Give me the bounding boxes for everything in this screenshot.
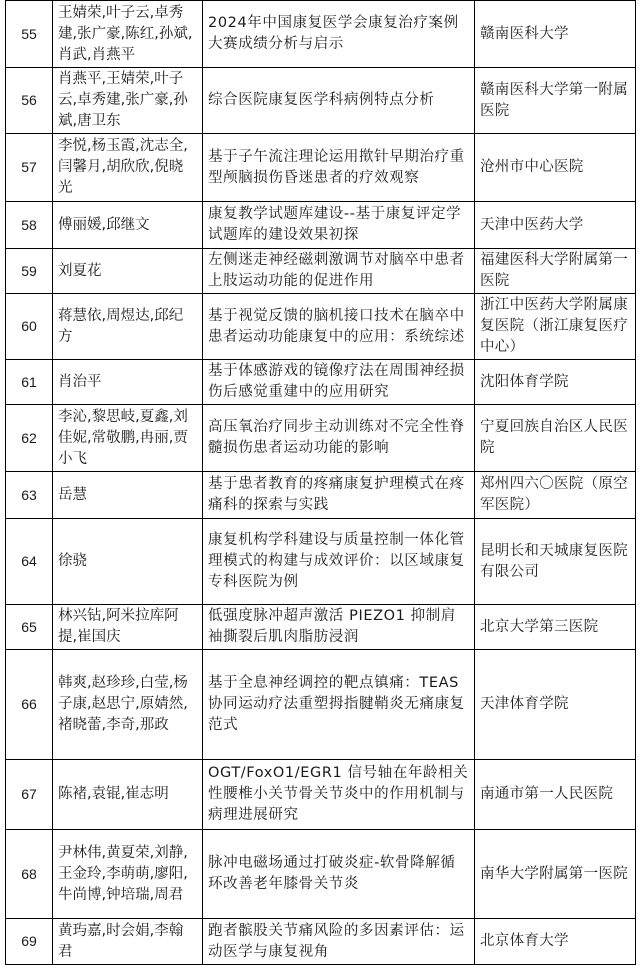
- table-row: [6, 605, 636, 650]
- table-row: [6, 760, 636, 830]
- paper-title-cell: 高压氧治疗同步主动训练对不完全性脊髓损伤患者运动功能的影响: [203, 405, 475, 472]
- paper-title-cell: 康复机构学科建设与质量控制一体化管理模式的构建与成效评价：以区域康复专科医院为例: [203, 519, 475, 605]
- table-row: [6, 405, 636, 472]
- table-row: [6, 134, 636, 202]
- authors-cell: 岳慧: [53, 472, 203, 519]
- row-number: 56: [6, 68, 53, 134]
- paper-title-cell: 基于全息神经调控的靶点镇痛：TEAS协同运动疗法重塑拇指腱鞘炎无痛康复范式: [203, 650, 475, 760]
- authors-cell: 黄玙嘉,时会娟,李翰君: [53, 919, 203, 965]
- table-row: [6, 830, 636, 919]
- authors-cell: 韩爽,赵珍珍,白莹,杨子康,赵思宁,原婧然,褚晓蕾,李奇,那政: [53, 650, 203, 760]
- row-number: 59: [6, 249, 53, 294]
- row-number: 61: [6, 360, 53, 405]
- table-row: [6, 519, 636, 605]
- table-row: [6, 249, 636, 294]
- authors-cell: 王婧荣,叶子云,卓秀建,张广豪,陈红,孙斌,肖武,肖燕平: [53, 1, 203, 68]
- authors-cell: 傅丽媛,邱继文: [53, 202, 203, 249]
- table-row: [6, 919, 636, 965]
- paper-title-cell: 2024年中国康复医学会康复治疗案例大赛成绩分析与启示: [203, 1, 475, 68]
- institution-cell: 沈阳体育学院: [475, 360, 636, 405]
- institution-cell: 宁夏回族自治区人民医院: [475, 405, 636, 472]
- table-row: [6, 360, 636, 405]
- paper-title-cell: 脉冲电磁场通过打破炎症-软骨降解循环改善老年膝骨关节炎: [203, 830, 475, 919]
- institution-cell: 北京体育大学: [475, 919, 636, 965]
- authors-cell: 蒋慧依,周煜达,邱纪方: [53, 294, 203, 360]
- row-number: 67: [6, 760, 53, 830]
- authors-cell: 徐骁: [53, 519, 203, 605]
- paper-title-cell: 低强度脉冲超声激活 PIEZO1 抑制肩袖撕裂后肌肉脂肪浸润: [203, 605, 475, 650]
- institution-cell: 南华大学附属第一医院: [475, 830, 636, 919]
- paper-title-cell: 基于体感游戏的镜像疗法在周围神经损伤后感觉重建中的应用研究: [203, 360, 475, 405]
- row-number: 55: [6, 1, 53, 68]
- row-number: 69: [6, 919, 53, 965]
- authors-cell: 李沁,黎思岐,夏鑫,刘佳妮,常敬鹏,冉丽,贾小飞: [53, 405, 203, 472]
- paper-title-cell: 综合医院康复医学科病例特点分析: [203, 68, 475, 134]
- authors-cell: 陈褚,袁锟,崔志明: [53, 760, 203, 830]
- institution-cell: 赣南医科大学第一附属医院: [475, 68, 636, 134]
- institution-cell: 赣南医科大学: [475, 1, 636, 68]
- row-number: 63: [6, 472, 53, 519]
- paper-title-cell: 康复教学试题库建设--基于康复评定学试题库的建设效果初探: [203, 202, 475, 249]
- row-number: 68: [6, 830, 53, 919]
- authors-cell: 肖治平: [53, 360, 203, 405]
- paper-title-cell: 左侧迷走神经磁刺激调节对脑卒中患者上肢运动功能的促进作用: [203, 249, 475, 294]
- row-number: 62: [6, 405, 53, 472]
- institution-cell: 昆明长和天城康复医院有限公司: [475, 519, 636, 605]
- results-table: [5, 0, 636, 965]
- table-row: [6, 472, 636, 519]
- paper-title-cell: 基于视觉反馈的脑机接口技术在脑卒中患者运动功能康复中的应用：系统综述: [203, 294, 475, 360]
- institution-cell: 北京大学第三医院: [475, 605, 636, 650]
- authors-cell: 林兴钻,阿米拉库阿提,崔国庆: [53, 605, 203, 650]
- table-body: [6, 1, 636, 965]
- row-number: 64: [6, 519, 53, 605]
- paper-title-cell: 跑者髌股关节痛风险的多因素评估：运动医学与康复视角: [203, 919, 475, 965]
- row-number: 60: [6, 294, 53, 360]
- paper-title-cell: 基于子午流注理论运用揿针早期治疗重型颅脑损伤昏迷患者的疗效观察: [203, 134, 475, 202]
- institution-cell: 福建医科大学附属第一医院: [475, 249, 636, 294]
- table-row: [6, 68, 636, 134]
- paper-title-cell: 基于患者教育的疼痛康复护理模式在疼痛科的探索与实践: [203, 472, 475, 519]
- row-number: 57: [6, 134, 53, 202]
- table-row: [6, 1, 636, 68]
- authors-cell: 刘夏花: [53, 249, 203, 294]
- authors-cell: 李悦,杨玉霞,沈志全,闫馨月,胡欣欣,倪晓光: [53, 134, 203, 202]
- institution-cell: 沧州市中心医院: [475, 134, 636, 202]
- institution-cell: 浙江中医药大学附属康复医院（浙江康复医疗中心）: [475, 294, 636, 360]
- institution-cell: 南通市第一人民医院: [475, 760, 636, 830]
- table-row: [6, 294, 636, 360]
- institution-cell: 天津体育学院: [475, 650, 636, 760]
- table-row: [6, 202, 636, 249]
- institution-cell: 郑州四六〇医院（原空军医院）: [475, 472, 636, 519]
- row-number: 66: [6, 650, 53, 760]
- row-number: 65: [6, 605, 53, 650]
- paper-title-cell: OGT/FoxO1/EGR1 信号轴在年龄相关性腰椎小关节骨关节炎中的作用机制与病理进展研究: [203, 760, 475, 830]
- row-number: 58: [6, 202, 53, 249]
- authors-cell: 肖燕平,王婧荣,叶子云,卓秀建,张广豪,孙斌,唐卫东: [53, 68, 203, 134]
- table-row: [6, 650, 636, 760]
- institution-cell: 天津中医药大学: [475, 202, 636, 249]
- authors-cell: 尹林伟,黄夏荣,刘静,王金玲,李萌萌,廖阳,牛尚博,钟培瑞,周君: [53, 830, 203, 919]
